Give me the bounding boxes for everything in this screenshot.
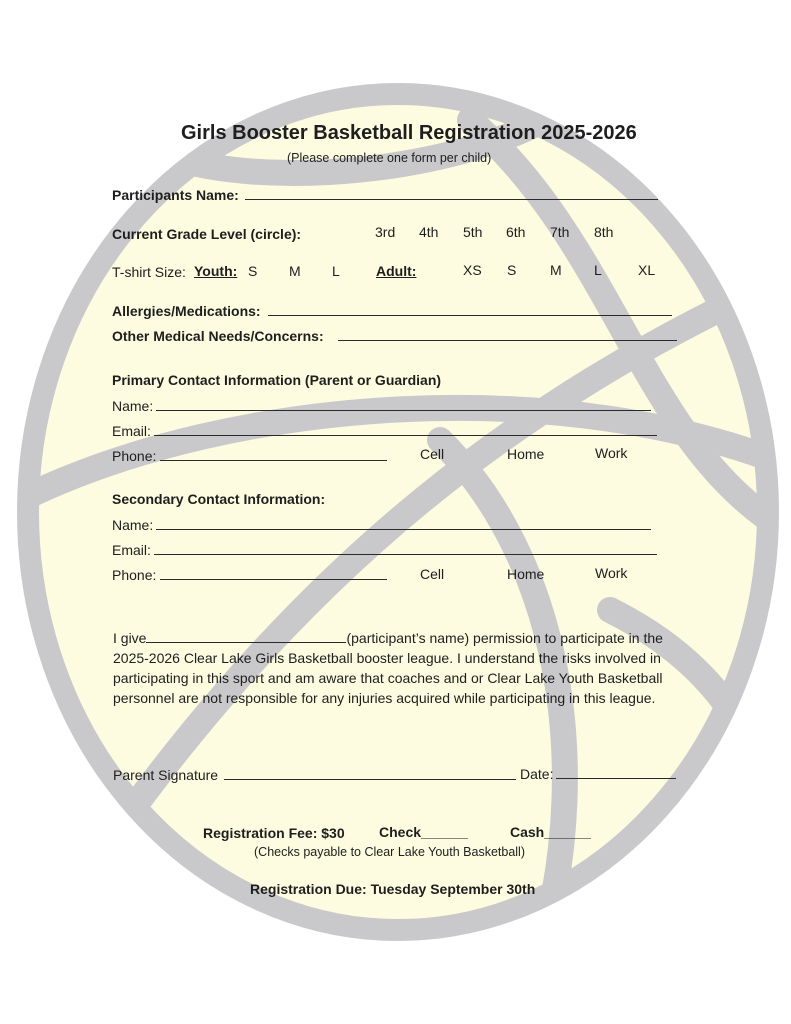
allergies-label: Allergies/Medications: [112, 303, 261, 319]
secondary-email-field[interactable] [154, 554, 657, 555]
registration-due: Registration Due: Tuesday September 30th [250, 881, 536, 897]
grade-option[interactable]: 5th [463, 224, 483, 240]
primary-phone-label: Phone: [112, 448, 157, 464]
secondary-phone-type[interactable]: Home [507, 566, 545, 582]
primary-email-field[interactable] [154, 435, 657, 436]
consent-prefix: I give [113, 630, 147, 646]
date-field[interactable] [556, 778, 676, 779]
tshirt-label: T-shirt Size: [112, 264, 186, 280]
primary-phone-field[interactable] [160, 460, 387, 461]
tshirt-youth-size[interactable]: L [332, 263, 340, 279]
grade-option[interactable]: 7th [550, 224, 570, 240]
primary-email-label: Email: [112, 423, 151, 439]
tshirt-adult-size[interactable]: XL [638, 262, 656, 278]
tshirt-adult-size[interactable]: S [507, 262, 517, 278]
primary-phone-type[interactable]: Work [595, 445, 628, 461]
secondary-contact-heading: Secondary Contact Information: [112, 491, 326, 507]
registration-fee-label: Registration Fee: $30 [203, 825, 345, 841]
secondary-phone-type[interactable]: Work [595, 565, 628, 581]
parent-signature-label: Parent Signature [113, 767, 219, 783]
participant-name-field[interactable] [245, 199, 658, 200]
primary-name-field[interactable] [156, 410, 651, 411]
tshirt-adult-size[interactable]: XS [463, 262, 482, 278]
tshirt-youth-size[interactable]: M [289, 263, 301, 279]
tshirt-adult-size[interactable]: M [550, 262, 562, 278]
grade-option[interactable]: 6th [506, 224, 526, 240]
grade-option[interactable]: 3rd [375, 224, 396, 240]
consent-participant-field[interactable] [146, 630, 346, 643]
payment-check-option[interactable]: Check______ [379, 824, 468, 840]
tshirt-youth-size[interactable]: S [248, 263, 258, 279]
secondary-phone-label: Phone: [112, 567, 157, 583]
consent-text: (participant’s name) permission to participate in the 2025-2026 Clear Lake Girls Basketball booster league. I understand the risks involved in participating in this sport and am aware that coaches and or Clear Lake Youth Basketball personnel are not responsible for any injuries acquired while participating in this league. [113, 630, 663, 706]
grade-option[interactable]: 8th [594, 224, 614, 240]
primary-contact-heading: Primary Contact Information (Parent or Guardian) [112, 372, 442, 388]
primary-phone-type[interactable]: Home [507, 446, 545, 462]
medical-needs-label: Other Medical Needs/Concerns: [112, 328, 324, 344]
primary-phone-type[interactable]: Cell [420, 446, 445, 462]
secondary-name-field[interactable] [156, 529, 651, 530]
checks-payable-note: (Checks payable to Clear Lake Youth Basketball) [254, 845, 525, 859]
participant-name-label: Participants Name: [112, 187, 239, 203]
date-label: Date: [520, 766, 554, 782]
tshirt-youth-label: Youth: [194, 263, 238, 279]
page-subtitle: (Please complete one form per child) [287, 151, 492, 165]
medical-needs-field[interactable] [338, 340, 677, 341]
primary-name-label: Name: [112, 398, 154, 414]
grade-label: Current Grade Level (circle): [112, 226, 302, 242]
grade-option[interactable]: 4th [419, 224, 439, 240]
allergies-field[interactable] [268, 315, 672, 316]
payment-cash-option[interactable]: Cash______ [510, 824, 591, 840]
consent-paragraph [113, 628, 693, 708]
secondary-phone-type[interactable]: Cell [420, 566, 445, 582]
tshirt-adult-label: Adult: [376, 263, 417, 279]
secondary-name-label: Name: [112, 517, 154, 533]
parent-signature-field[interactable] [224, 779, 516, 780]
secondary-email-label: Email: [112, 542, 151, 558]
tshirt-adult-size[interactable]: L [594, 262, 602, 278]
secondary-phone-field[interactable] [160, 579, 387, 580]
page-title: Girls Booster Basketball Registration 2025-2026 [181, 122, 637, 144]
